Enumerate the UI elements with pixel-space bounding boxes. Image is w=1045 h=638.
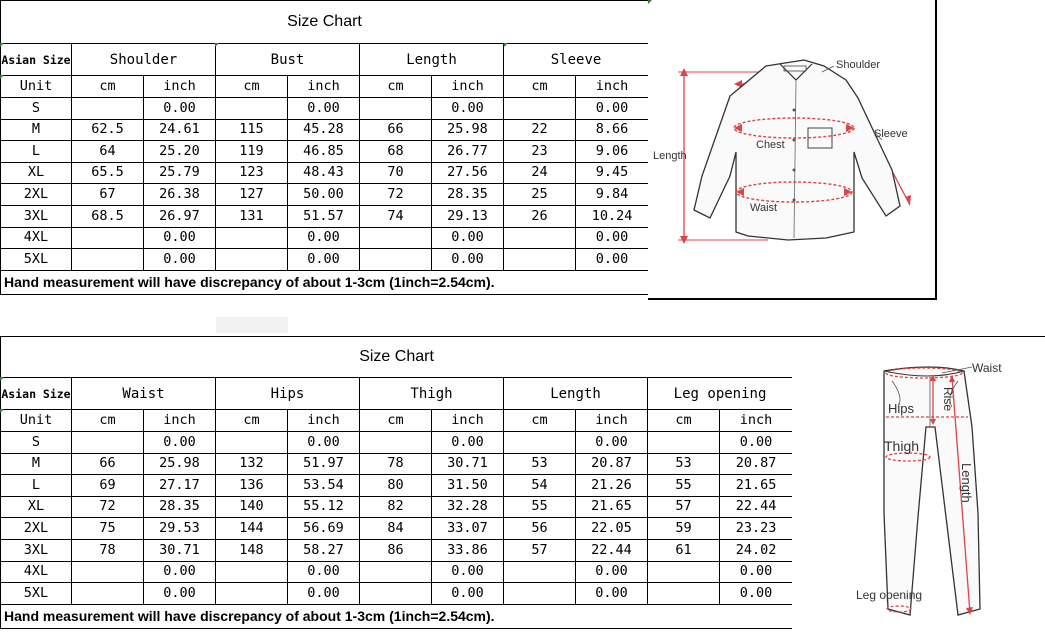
measurement-cell: 78 — [72, 539, 144, 561]
group-waist: Waist — [72, 378, 216, 410]
label-waist: Waist — [972, 361, 1002, 375]
measurement-cell: 0.00 — [432, 98, 504, 120]
unit-header: inch — [144, 410, 216, 432]
measurement-cell: 65.5 — [72, 162, 144, 184]
measurement-cell: 84 — [360, 518, 432, 540]
measurement-cell — [648, 561, 720, 583]
table-row — [1, 98, 649, 120]
measurement-cell: 0.00 — [432, 227, 504, 249]
unit-header: inch — [432, 76, 504, 98]
gray-placeholder — [216, 317, 288, 333]
measurement-cell: 54 — [504, 475, 576, 497]
table-row — [1, 432, 793, 454]
measurement-cell: 0.00 — [432, 583, 504, 605]
unit-header: inch — [144, 76, 216, 98]
label-sleeve: Sleeve — [874, 128, 908, 140]
measurement-cell: 0.00 — [144, 227, 216, 249]
size-label: 3XL — [1, 205, 72, 227]
size-label: 2XL — [1, 518, 72, 540]
measurement-cell: 22 — [504, 119, 576, 141]
table-row — [1, 141, 649, 163]
measurement-cell: 0.00 — [432, 561, 504, 583]
table-row — [1, 205, 649, 227]
unit-header: inch — [576, 410, 648, 432]
measurement-cell — [72, 98, 144, 120]
shirt-chart-title: Size Chart — [1, 1, 649, 44]
measurement-cell: 29.13 — [432, 205, 504, 227]
measurement-cell: 0.00 — [720, 561, 793, 583]
corner-tick — [0, 409, 4, 413]
measurement-cell: 0.00 — [576, 249, 649, 271]
table-row — [1, 162, 649, 184]
group-thigh: Thigh — [360, 378, 504, 410]
measurement-cell: 25.98 — [144, 453, 216, 475]
measurement-cell: 25.20 — [144, 141, 216, 163]
measurement-cell — [72, 227, 144, 249]
size-label: M — [1, 453, 72, 475]
measurement-cell: 144 — [216, 518, 288, 540]
measurement-cell: 48.43 — [288, 162, 360, 184]
measurement-cell: 8.66 — [576, 119, 649, 141]
measurement-cell: 31.50 — [432, 475, 504, 497]
measurement-cell: 9.45 — [576, 162, 649, 184]
measurement-cell: 127 — [216, 184, 288, 206]
unit-header: cm — [504, 410, 576, 432]
measurement-cell: 56 — [504, 518, 576, 540]
measurement-note: Hand measurement will have discrepancy of about 1-3cm (1inch=2.54cm). — [1, 604, 793, 628]
group-bust: Bust — [216, 44, 360, 76]
measurement-cell: 67 — [72, 184, 144, 206]
measurement-cell: 53.54 — [288, 475, 360, 497]
group-leg-opening: Leg opening — [648, 378, 793, 410]
measurement-cell: 0.00 — [144, 249, 216, 271]
measurement-cell: 28.35 — [432, 184, 504, 206]
group-length: Length — [504, 378, 648, 410]
measurement-cell: 57 — [648, 496, 720, 518]
measurement-cell: 26 — [504, 205, 576, 227]
unit-header: inch — [720, 410, 793, 432]
pants-chart-title: Size Chart — [1, 337, 793, 378]
unit-header: inch — [288, 76, 360, 98]
unit-header: cm — [72, 76, 144, 98]
measurement-cell: 0.00 — [720, 432, 793, 454]
measurement-cell — [504, 583, 576, 605]
corner-tick — [648, 0, 652, 4]
measurement-cell: 21.65 — [576, 496, 648, 518]
size-label: 3XL — [1, 539, 72, 561]
label-length: Length — [959, 463, 974, 503]
measurement-cell: 9.06 — [576, 141, 649, 163]
measurement-cell: 119 — [216, 141, 288, 163]
corner-tick — [504, 43, 508, 47]
measurement-cell — [360, 249, 432, 271]
label-chest: Chest — [756, 139, 785, 151]
measurement-cell: 29.53 — [144, 518, 216, 540]
measurement-cell: 23.23 — [720, 518, 793, 540]
table-row — [1, 496, 793, 518]
measurement-cell: 25.79 — [144, 162, 216, 184]
measurement-cell: 66 — [360, 119, 432, 141]
unit-label: Unit — [1, 76, 72, 98]
measurement-cell: 24.61 — [144, 119, 216, 141]
measurement-cell: 70 — [360, 162, 432, 184]
measurement-cell: 21.26 — [576, 475, 648, 497]
unit-header: cm — [648, 410, 720, 432]
measurement-cell: 0.00 — [144, 98, 216, 120]
measurement-cell: 32.28 — [432, 496, 504, 518]
measurement-cell: 72 — [360, 184, 432, 206]
measurement-cell: 58.27 — [288, 539, 360, 561]
measurement-cell: 69 — [72, 475, 144, 497]
unit-header: cm — [360, 76, 432, 98]
table-row — [1, 583, 793, 605]
measurement-cell: 123 — [216, 162, 288, 184]
measurement-cell: 82 — [360, 496, 432, 518]
measurement-cell: 131 — [216, 205, 288, 227]
group-shoulder: Shoulder — [72, 44, 216, 76]
measurement-cell: 50.00 — [288, 184, 360, 206]
measurement-cell — [504, 432, 576, 454]
measurement-cell: 68 — [360, 141, 432, 163]
measurement-cell: 80 — [360, 475, 432, 497]
measurement-cell — [216, 583, 288, 605]
measurement-cell: 53 — [648, 453, 720, 475]
unit-header: inch — [576, 76, 649, 98]
measurement-cell: 26.38 — [144, 184, 216, 206]
measurement-cell: 0.00 — [144, 561, 216, 583]
measurement-cell: 30.71 — [144, 539, 216, 561]
measurement-cell: 0.00 — [288, 583, 360, 605]
size-label: M — [1, 119, 72, 141]
corner-tick — [215, 43, 219, 47]
table-row — [1, 475, 793, 497]
label-length: Length — [653, 150, 687, 162]
measurement-cell: 0.00 — [288, 249, 360, 271]
table-row — [1, 453, 793, 475]
measurement-cell: 55 — [648, 475, 720, 497]
measurement-cell — [648, 432, 720, 454]
measurement-cell — [216, 561, 288, 583]
measurement-cell: 22.05 — [576, 518, 648, 540]
measurement-cell — [216, 98, 288, 120]
measurement-cell — [72, 561, 144, 583]
measurement-cell: 25 — [504, 184, 576, 206]
size-label: 2XL — [1, 184, 72, 206]
measurement-cell: 51.57 — [288, 205, 360, 227]
asian-size-label: Asian Size — [1, 44, 72, 76]
measurement-cell — [504, 561, 576, 583]
measurement-cell — [504, 98, 576, 120]
size-label: XL — [1, 162, 72, 184]
corner-tick — [0, 75, 4, 79]
unit-header: inch — [432, 410, 504, 432]
unit-header: cm — [504, 76, 576, 98]
measurement-cell: 51.97 — [288, 453, 360, 475]
measurement-cell — [216, 432, 288, 454]
measurement-cell: 78 — [360, 453, 432, 475]
measurement-cell: 9.84 — [576, 184, 649, 206]
measurement-cell — [72, 583, 144, 605]
measurement-cell: 27.56 — [432, 162, 504, 184]
unit-header: cm — [72, 410, 144, 432]
corner-tick — [0, 43, 4, 47]
size-label: S — [1, 432, 72, 454]
measurement-cell: 0.00 — [432, 432, 504, 454]
measurement-cell: 20.87 — [576, 453, 648, 475]
measurement-cell: 0.00 — [576, 583, 648, 605]
measurement-cell: 24.02 — [720, 539, 793, 561]
measurement-cell — [648, 583, 720, 605]
measurement-cell: 23 — [504, 141, 576, 163]
measurement-cell: 0.00 — [288, 98, 360, 120]
group-length: Length — [360, 44, 504, 76]
table-row — [1, 119, 649, 141]
pants-size-table — [0, 336, 793, 629]
shirt-diagram — [648, 0, 937, 300]
measurement-cell: 74 — [360, 205, 432, 227]
size-label: S — [1, 98, 72, 120]
measurement-cell: 25.98 — [432, 119, 504, 141]
label-waist: Waist — [750, 202, 778, 214]
measurement-cell: 66 — [72, 453, 144, 475]
corner-tick — [0, 377, 4, 381]
measurement-cell — [360, 432, 432, 454]
label-rise: Rise — [941, 387, 955, 412]
measurement-cell: 75 — [72, 518, 144, 540]
measurement-cell: 0.00 — [144, 583, 216, 605]
size-label: 4XL — [1, 227, 72, 249]
measurement-cell: 0.00 — [432, 249, 504, 271]
measurement-cell: 33.07 — [432, 518, 504, 540]
measurement-cell — [216, 249, 288, 271]
measurement-cell: 26.97 — [144, 205, 216, 227]
measurement-cell: 55 — [504, 496, 576, 518]
size-label: L — [1, 141, 72, 163]
unit-header: cm — [216, 76, 288, 98]
measurement-cell: 61 — [648, 539, 720, 561]
measurement-cell: 10.24 — [576, 205, 649, 227]
measurement-cell — [504, 249, 576, 271]
measurement-cell: 24 — [504, 162, 576, 184]
unit-header: cm — [216, 410, 288, 432]
measurement-cell: 0.00 — [288, 227, 360, 249]
measurement-cell: 0.00 — [576, 432, 648, 454]
measurement-cell: 53 — [504, 453, 576, 475]
measurement-cell: 27.17 — [144, 475, 216, 497]
measurement-cell: 22.44 — [720, 496, 793, 518]
measurement-cell: 21.65 — [720, 475, 793, 497]
measurement-cell: 0.00 — [720, 583, 793, 605]
table-row — [1, 539, 793, 561]
measurement-cell: 26.77 — [432, 141, 504, 163]
group-sleeve: Sleeve — [504, 44, 649, 76]
measurement-cell: 20.87 — [720, 453, 793, 475]
unit-header: cm — [360, 410, 432, 432]
label-shoulder: Shoulder — [836, 59, 881, 71]
unit-label: Unit — [1, 410, 72, 432]
measurement-cell: 28.35 — [144, 496, 216, 518]
measurement-cell: 0.00 — [576, 227, 649, 249]
shirt-size-table — [0, 0, 649, 295]
measurement-cell: 0.00 — [144, 432, 216, 454]
table-row — [1, 561, 793, 583]
measurement-cell: 64 — [72, 141, 144, 163]
measurement-cell — [360, 583, 432, 605]
table-row — [1, 184, 649, 206]
measurement-cell: 30.71 — [432, 453, 504, 475]
measurement-cell — [360, 561, 432, 583]
measurement-cell: 0.00 — [576, 98, 649, 120]
size-label: L — [1, 475, 72, 497]
size-label: 5XL — [1, 249, 72, 271]
measurement-cell: 0.00 — [288, 432, 360, 454]
measurement-cell: 56.69 — [288, 518, 360, 540]
measurement-cell: 22.44 — [576, 539, 648, 561]
label-hips: Hips — [888, 401, 915, 416]
asian-size-label: Asian Size — [1, 378, 72, 410]
measurement-cell: 148 — [216, 539, 288, 561]
measurement-note: Hand measurement will have discrepancy of about 1-3cm (1inch=2.54cm). — [1, 270, 649, 294]
measurement-cell — [504, 227, 576, 249]
label-thigh: Thigh — [884, 438, 920, 454]
size-label: XL — [1, 496, 72, 518]
measurement-cell: 62.5 — [72, 119, 144, 141]
measurement-cell: 86 — [360, 539, 432, 561]
measurement-cell — [72, 249, 144, 271]
measurement-cell: 68.5 — [72, 205, 144, 227]
measurement-cell: 59 — [648, 518, 720, 540]
measurement-cell: 72 — [72, 496, 144, 518]
size-label: 4XL — [1, 561, 72, 583]
measurement-cell — [216, 227, 288, 249]
measurement-cell: 115 — [216, 119, 288, 141]
measurement-cell — [360, 98, 432, 120]
measurement-cell: 136 — [216, 475, 288, 497]
measurement-cell — [72, 432, 144, 454]
pants-diagram — [792, 336, 1045, 638]
measurement-cell — [360, 227, 432, 249]
measurement-cell: 0.00 — [288, 561, 360, 583]
table-row — [1, 227, 649, 249]
measurement-cell: 140 — [216, 496, 288, 518]
label-leg-opening: Leg opening — [856, 588, 923, 602]
measurement-cell: 132 — [216, 453, 288, 475]
size-label: 5XL — [1, 583, 72, 605]
measurement-cell: 57 — [504, 539, 576, 561]
measurement-cell: 33.86 — [432, 539, 504, 561]
group-hips: Hips — [216, 378, 360, 410]
measurement-cell: 0.00 — [576, 561, 648, 583]
table-row — [1, 249, 649, 271]
measurement-cell: 55.12 — [288, 496, 360, 518]
table-row — [1, 518, 793, 540]
measurement-cell: 45.28 — [288, 119, 360, 141]
measurement-cell: 46.85 — [288, 141, 360, 163]
unit-header: inch — [288, 410, 360, 432]
